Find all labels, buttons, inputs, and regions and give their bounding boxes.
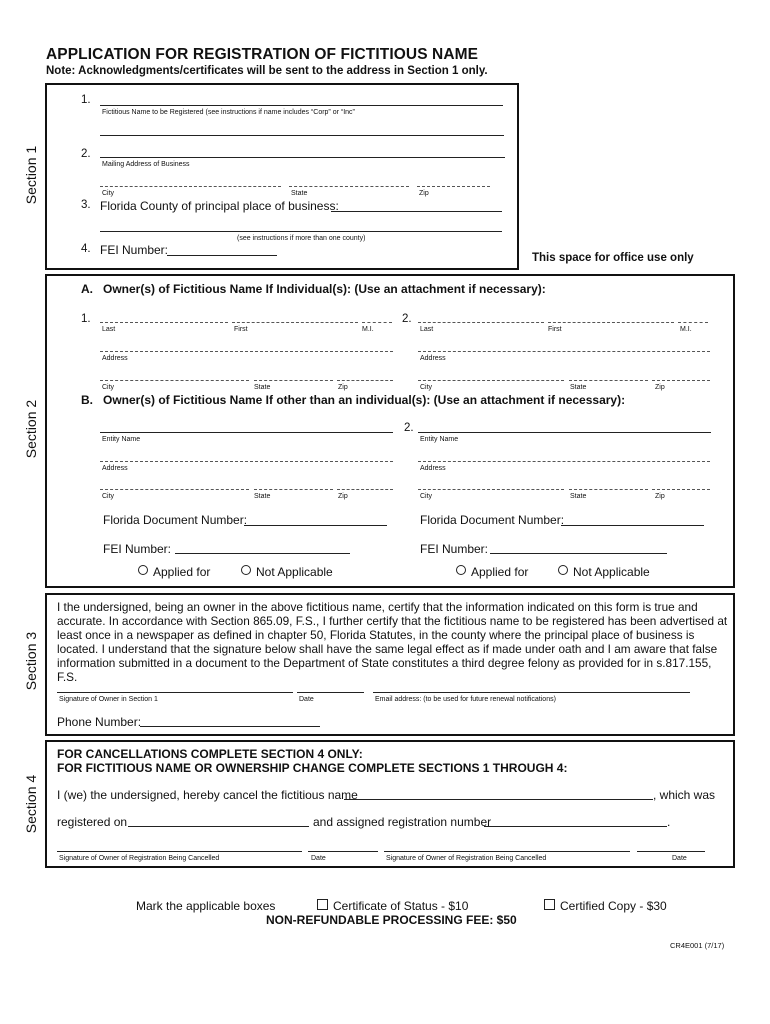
owner-2-first-field[interactable] [548, 322, 674, 323]
entity-2-applied-for-radio[interactable] [456, 565, 528, 579]
owner-1-address-field[interactable] [100, 351, 393, 352]
entity-1-address-caption: Address [102, 465, 128, 472]
assigned-number-text: and assigned registration number [313, 815, 492, 829]
item-2-number: 2. [81, 148, 91, 160]
certification-paragraph: I the undersigned, being an owner in the above fictitious name, certify that the information indicated on this form is true and accurate. In accordance with Section 865.09, F.S., I further certify that the fictitious name to be registered has been advertised at least once in a newspaper as defined in chapter 50, Florida Statutes, in the county where the principal place of business is located. I understand that the signature below shall have the same legal effect as if made under oath and I am aware that false information submitted in a document to the Department of State constitutes a third degree felony as provided for in s.817.155, F.S. [57, 600, 728, 684]
s4-signature-1-field[interactable] [57, 851, 302, 852]
section-1-label: Section 1 [23, 145, 39, 205]
entity-2-state-field[interactable] [569, 489, 648, 490]
entity-1-applied-for-radio[interactable] [138, 565, 210, 579]
certificate-of-status-label: Certificate of Status - $10 [333, 899, 469, 913]
owner-2-state-field[interactable] [569, 380, 648, 381]
owner-1-state-caption: State [254, 384, 271, 391]
entity-1-fei-field[interactable] [175, 553, 350, 554]
county-field-line-2[interactable] [100, 231, 502, 232]
page-note: Note: Acknowledgments/certificates will be sent to the address in Section 1 only. [46, 65, 488, 77]
owner-1-last-field[interactable] [100, 322, 228, 323]
phone-field[interactable] [140, 726, 320, 727]
item-3-number: 3. [81, 199, 91, 211]
owner-1-zip-field[interactable] [337, 380, 393, 381]
entity-2-city-caption: City [420, 493, 433, 500]
s4-signature-1-caption: Signature of Owner of Registration Being Cancelled [59, 855, 220, 862]
s4-date-1-caption: Date [311, 855, 326, 862]
owner-2-zip-field[interactable] [652, 380, 710, 381]
owner-1-first-caption: First [234, 326, 248, 333]
entity-1-zip-field[interactable] [337, 489, 393, 490]
radio-circle-icon [241, 565, 251, 575]
radio-circle-icon [456, 565, 466, 575]
s4-date-2-caption: Date [672, 855, 687, 862]
entity-1-address-field[interactable] [100, 461, 393, 462]
which-was-text: , which was [653, 788, 716, 802]
entity-2-fei-label: FEI Number: [420, 542, 489, 556]
item-4-number: 4. [81, 243, 91, 255]
part-b-heading: Owner(s) of Fictitious Name If other than an individual(s): (Use an attachment if necessary): [103, 393, 626, 407]
registered-on-text: registered on [57, 815, 128, 829]
owner-2-city-caption: City [420, 384, 433, 391]
s1-zip-field[interactable] [417, 186, 490, 187]
processing-fee: NON-REFUNDABLE PROCESSING FEE: $50 [266, 913, 517, 927]
entity-1-state-caption: State [254, 493, 271, 500]
cancel-text: I (we) the undersigned, hereby cancel the fictitious name [57, 788, 358, 802]
certificate-of-status-checkbox[interactable] [317, 899, 468, 913]
entity-2-fei-field[interactable] [490, 553, 667, 554]
s3-signature-caption: Signature of Owner in Section 1 [59, 696, 158, 703]
entity-2-not-applicable-radio[interactable] [558, 565, 650, 579]
s4-signature-2-field[interactable] [384, 851, 630, 852]
part-a-letter: A. [81, 282, 93, 296]
entity-2-name-caption: Entity Name [420, 436, 459, 443]
owner-1-first-field[interactable] [232, 322, 358, 323]
owner-2-number: 2. [402, 313, 412, 325]
certified-copy-label: Certified Copy - $30 [560, 899, 667, 913]
owner-2-last-caption: Last [420, 326, 434, 333]
registered-on-field[interactable] [128, 826, 309, 827]
owner-2-mi-caption: M.I. [680, 326, 692, 333]
entity-1-fei-label: FEI Number: [103, 542, 172, 556]
s4-date-1-field[interactable] [308, 851, 378, 852]
email-field[interactable] [373, 692, 690, 693]
entity-2-zip-field[interactable] [652, 489, 710, 490]
entity-1-zip-caption: Zip [338, 493, 348, 500]
fictitious-name-field-line-2[interactable] [100, 135, 504, 136]
s1-zip-caption: Zip [419, 190, 429, 197]
s3-signature-field[interactable] [57, 692, 293, 693]
section-2-label: Section 2 [23, 399, 39, 459]
entity-2-address-caption: Address [420, 465, 446, 472]
entity-1-state-field[interactable] [254, 489, 333, 490]
owner-2-mi-field[interactable] [678, 322, 708, 323]
owner-2-state-caption: State [570, 384, 587, 391]
owner-2-address-caption: Address [420, 355, 446, 362]
checkbox-icon [544, 899, 555, 910]
s4-signature-2-caption: Signature of Owner of Registration Being Cancelled [386, 855, 547, 862]
s1-fei-field[interactable] [167, 255, 277, 256]
certified-copy-checkbox[interactable] [544, 899, 667, 913]
s1-city-caption: City [102, 190, 115, 197]
owner-1-city-field[interactable] [100, 380, 249, 381]
county-field[interactable] [331, 211, 502, 212]
owner-1-city-caption: City [102, 384, 115, 391]
entity-2-number: 2. [404, 422, 414, 434]
entity-1-city-field[interactable] [100, 489, 249, 490]
owner-1-number: 1. [81, 313, 91, 325]
s1-state-caption: State [291, 190, 308, 197]
owner-2-last-field[interactable] [418, 322, 544, 323]
s4-date-2-field[interactable] [637, 851, 705, 852]
fictitious-name-field[interactable] [100, 105, 503, 106]
email-caption: Email address: (to be used for future renewal notifications) [375, 696, 556, 703]
s1-state-field[interactable] [289, 186, 409, 187]
entity-1-doc-number-field[interactable] [244, 525, 387, 526]
owner-1-address-caption: Address [102, 355, 128, 362]
cancel-name-field[interactable] [344, 799, 653, 800]
phone-label: Phone Number: [57, 715, 142, 729]
checkbox-icon [317, 899, 328, 910]
entity-1-name-field[interactable] [100, 432, 393, 433]
owner-2-zip-caption: Zip [655, 384, 665, 391]
s4-heading-2: FOR FICTITIOUS NAME OR OWNERSHIP CHANGE COMPLETE SECTIONS 1 THROUGH 4: [57, 761, 568, 775]
entity-2-address-field[interactable] [418, 461, 710, 462]
s4-heading-1: FOR CANCELLATIONS COMPLETE SECTION 4 ONLY: [57, 747, 363, 761]
owner-1-mi-caption: M.I. [362, 326, 374, 333]
section-4-label: Section 4 [23, 774, 39, 834]
county-instructions: (see instructions if more than one county) [237, 235, 366, 242]
entity-2-doc-number-field[interactable] [561, 525, 704, 526]
applied-for-label: Applied for [153, 565, 211, 579]
page-title: APPLICATION FOR REGISTRATION OF FICTITIOUS NAME [46, 46, 479, 63]
entity-2-name-field[interactable] [418, 432, 711, 433]
form-code: CR4E001 (7/17) [670, 941, 725, 950]
entity-1-not-applicable-radio[interactable] [241, 565, 333, 579]
registration-number-field[interactable] [484, 826, 667, 827]
entity-2-state-caption: State [570, 493, 587, 500]
entity-1-name-caption: Entity Name [102, 436, 141, 443]
not-applicable-label: Not Applicable [573, 565, 650, 579]
fictitious-name-caption: Fictitious Name to be Registered (see instructions if name includes “Corp” or “Inc” [102, 109, 355, 116]
radio-circle-icon [138, 565, 148, 575]
applied-for-label: Applied for [471, 565, 529, 579]
radio-circle-icon [558, 565, 568, 575]
s1-city-field[interactable] [100, 186, 281, 187]
owner-1-mi-field[interactable] [362, 322, 392, 323]
entity-2-doc-number-label: Florida Document Number: [420, 513, 565, 527]
county-label: Florida County of principal place of business: [100, 199, 339, 213]
mark-boxes-label: Mark the applicable boxes [136, 899, 276, 913]
period-text: . [667, 815, 671, 829]
owner-1-zip-caption: Zip [338, 384, 348, 391]
entity-2-zip-caption: Zip [655, 493, 665, 500]
part-b-letter: B. [81, 393, 93, 407]
office-use-note: This space for office use only [532, 252, 694, 264]
not-applicable-label: Not Applicable [256, 565, 333, 579]
owner-2-city-field[interactable] [418, 380, 564, 381]
entity-1-city-caption: City [102, 493, 115, 500]
owner-1-last-caption: Last [102, 326, 116, 333]
owner-2-first-caption: First [548, 326, 562, 333]
s1-fei-label: FEI Number: [100, 243, 169, 257]
section-3-label: Section 3 [23, 631, 39, 691]
owner-2-address-field[interactable] [418, 351, 710, 352]
item-1-number: 1. [81, 94, 91, 106]
owner-1-state-field[interactable] [254, 380, 333, 381]
s3-date-caption: Date [299, 696, 314, 703]
s3-date-field[interactable] [297, 692, 364, 693]
part-a-heading: Owner(s) of Fictitious Name If Individual(s): (Use an attachment if necessary): [103, 282, 546, 296]
entity-1-doc-number-label: Florida Document Number: [103, 513, 248, 527]
mailing-address-caption: Mailing Address of Business [102, 161, 190, 168]
entity-2-city-field[interactable] [418, 489, 564, 490]
mailing-address-field[interactable] [100, 157, 505, 158]
